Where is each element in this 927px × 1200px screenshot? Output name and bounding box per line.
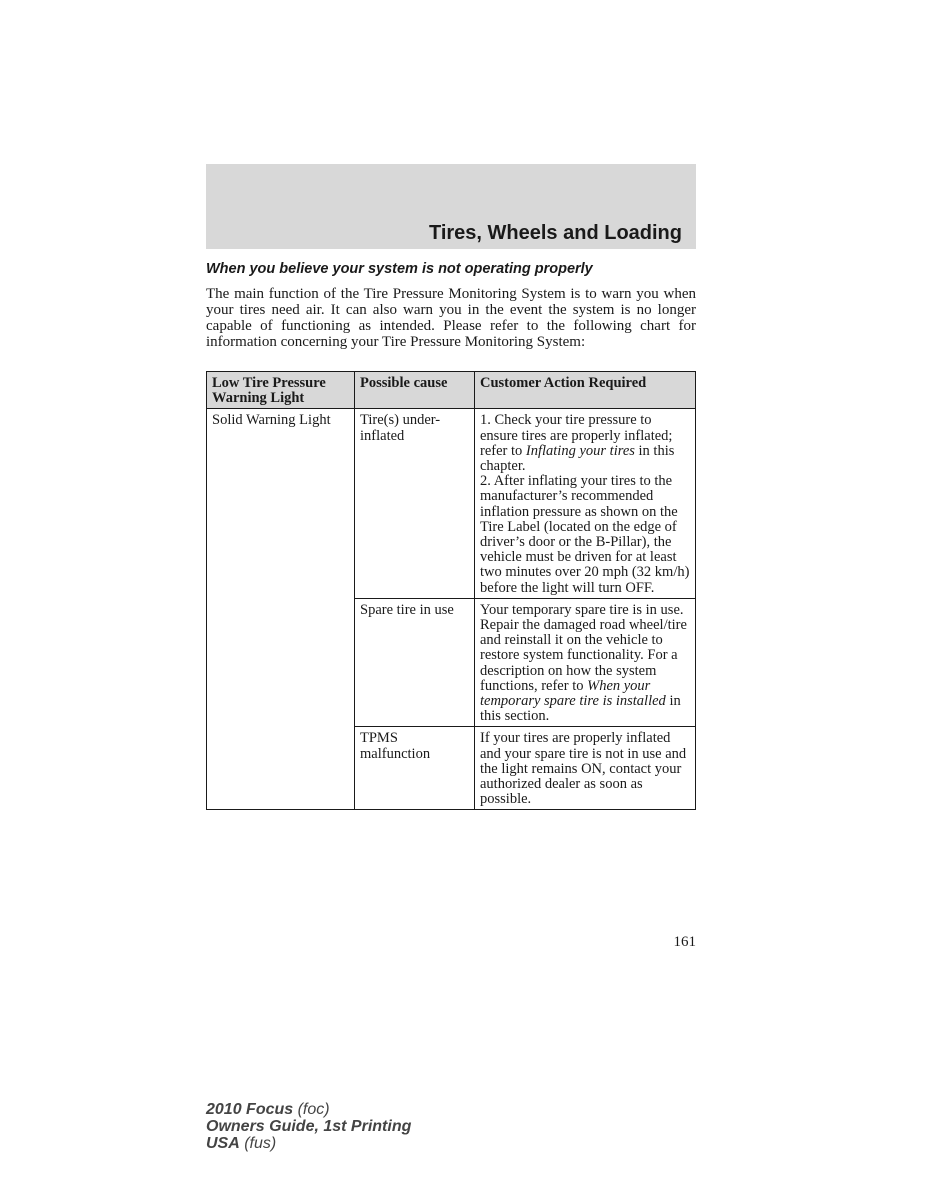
chapter-title: Tires, Wheels and Loading bbox=[428, 222, 682, 244]
footer-edition: Owners Guide, 1st Printing bbox=[206, 1118, 412, 1135]
footer-line bbox=[206, 1118, 411, 1135]
header-possible-cause: Possible cause bbox=[355, 372, 475, 409]
table-header-row bbox=[207, 372, 696, 409]
action-text: Your temporary spare tire is in use. Repair the damaged road wheel/tire and reinstall it on the vehicle to restore system functionality. For a description on how the system functions, refer to bbox=[480, 601, 687, 694]
action-text: in this section. bbox=[480, 693, 681, 725]
tpms-troubleshooting-table bbox=[206, 371, 696, 810]
cause-cell: Tire(s) under-inflated bbox=[355, 409, 475, 598]
action-cell: If your tires are properly inflated and your spare tire is not in use and the light remains ON, contact your authorized dealer as soon as possible. bbox=[475, 727, 696, 810]
footer-code: (foc) bbox=[293, 1101, 330, 1118]
warning-light-cell: Solid Warning Light bbox=[207, 409, 355, 810]
action-cell bbox=[475, 598, 696, 727]
footer-line bbox=[206, 1135, 411, 1152]
cause-cell: Spare tire in use bbox=[355, 598, 475, 727]
table-row bbox=[207, 409, 696, 598]
footer-line bbox=[206, 1101, 411, 1118]
action-text: in this chapter. bbox=[480, 442, 675, 475]
cause-cell: TPMS malfunction bbox=[355, 727, 475, 810]
action-cell bbox=[475, 409, 696, 598]
intro-paragraph: The main function of the Tire Pressure Monitoring System is to warn you when your tires need air. It can also warn you in the event the system is no longer capable of functioning as intended. Please refer to the following chart for information concerning your Tire Pressure Monitoring System: bbox=[206, 286, 696, 350]
header-customer-action: Customer Action Required bbox=[475, 372, 696, 409]
header-warning-light: Low Tire Pressure Warning Light bbox=[207, 372, 355, 409]
page-number: 161 bbox=[673, 934, 696, 950]
footer-code: (fus) bbox=[239, 1135, 277, 1152]
chapter-header-band bbox=[206, 164, 696, 249]
action-text: 1. Check your tire pressure to ensure tires are properly inflated; refer to bbox=[480, 412, 673, 459]
action-reference: Inflating your tires bbox=[525, 442, 635, 459]
section-heading: When you believe your system is not operating properly bbox=[206, 261, 593, 277]
action-text: 2. After inflating your tires to the manufacturer’s recommended inflation pressure as shown on the Tire Label (located on the edge of driver’s door or the B-Pillar), the vehicle must be driven for at least two minutes over 20 mph (32 km/h) before the light will turn OFF. bbox=[480, 473, 690, 596]
print-footer bbox=[206, 1101, 411, 1152]
footer-market: USA bbox=[206, 1135, 240, 1152]
action-reference: When your temporary spare tire is installed bbox=[480, 677, 666, 710]
footer-model: 2010 Focus bbox=[206, 1101, 294, 1118]
